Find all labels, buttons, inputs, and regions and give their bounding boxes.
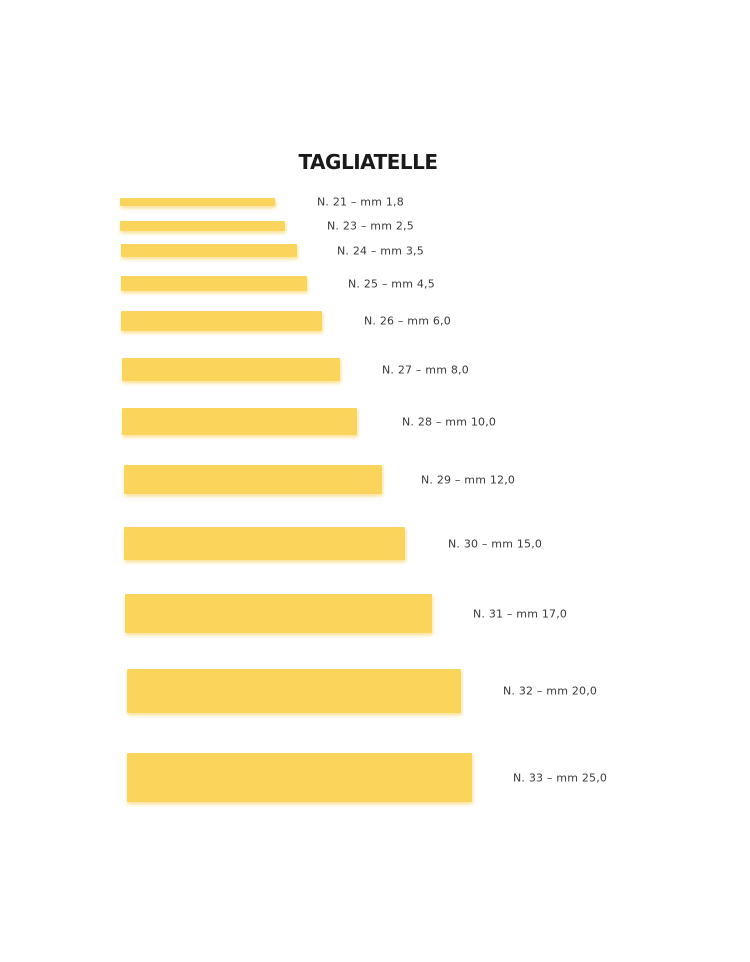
pasta-width-bar	[125, 594, 432, 633]
pasta-width-bar	[121, 311, 322, 331]
bar-label: N. 30 – mm 15,0	[448, 537, 543, 550]
bar-label: N. 32 – mm 20,0	[503, 684, 598, 698]
pasta-width-bar	[124, 465, 382, 494]
pasta-width-bar	[121, 276, 307, 291]
bar-label: N. 23 – mm 2,5	[327, 219, 414, 233]
pasta-width-bar	[121, 244, 297, 257]
bar-label: N. 27 – mm 8,0	[382, 363, 469, 376]
chart-title: TAGLIATELLE	[298, 150, 438, 174]
pasta-width-bar	[127, 669, 461, 713]
bar-label: N. 29 – mm 12,0	[421, 473, 516, 486]
bar-label: N. 21 – mm 1,8	[317, 195, 404, 209]
pasta-width-bar	[122, 408, 357, 435]
pasta-width-bar	[127, 753, 472, 802]
bar-label: N. 33 – mm 25,0	[513, 771, 608, 784]
pasta-width-bar	[124, 527, 405, 560]
pasta-width-bar	[120, 221, 285, 231]
pasta-width-bar	[120, 198, 275, 206]
pasta-width-bar	[122, 358, 340, 381]
bar-label: N. 24 – mm 3,5	[337, 244, 424, 257]
bar-label: N. 28 – mm 10,0	[402, 415, 497, 428]
bar-label: N. 26 – mm 6,0	[364, 314, 451, 328]
bar-label: N. 31 – mm 17,0	[473, 607, 568, 620]
bar-label: N. 25 – mm 4,5	[348, 277, 435, 290]
